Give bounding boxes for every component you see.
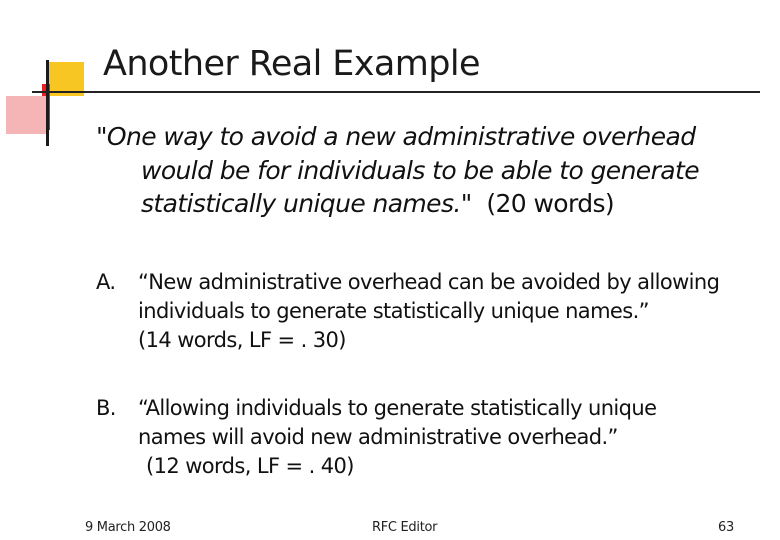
option-b-line-1: “Allowing individuals to generate statistically unique — [138, 396, 657, 420]
option-b-line-3: (12 words, LF = . 40) — [146, 454, 354, 478]
quote-word-count: (20 words) — [486, 189, 615, 218]
option-b-letter: B. — [96, 396, 116, 420]
slide-title: Another Real Example — [103, 44, 480, 84]
option-b-line-2: names will avoid new administrative overhead.” — [138, 425, 618, 449]
option-a-line-1: “New administrative overhead can be avoided by allowing — [138, 270, 720, 294]
quote-line-3 — [96, 187, 766, 221]
original-quote — [96, 120, 766, 221]
option-a-line-3: (14 words, LF = . 30) — [138, 328, 346, 352]
option-a-line-2: individuals to generate statistically unique names.” — [138, 299, 649, 323]
logo-pink-square — [6, 96, 46, 134]
option-a — [96, 268, 719, 355]
footer-date: 9 March 2008 — [85, 520, 171, 535]
footer-page-number: 63 — [718, 520, 734, 535]
option-b — [96, 394, 656, 481]
slide-logo-icon — [0, 0, 100, 150]
quote-line-1: "One way to avoid a new administrative overhead — [96, 122, 696, 151]
option-a-letter: A. — [96, 270, 116, 294]
title-divider — [32, 91, 760, 93]
logo-vertical-line — [46, 60, 49, 146]
quote-line-3-text: statistically unique names." — [141, 189, 472, 218]
quote-line-2: would be for individuals to be able to generate — [141, 155, 699, 185]
footer-source: RFC Editor — [372, 520, 438, 535]
